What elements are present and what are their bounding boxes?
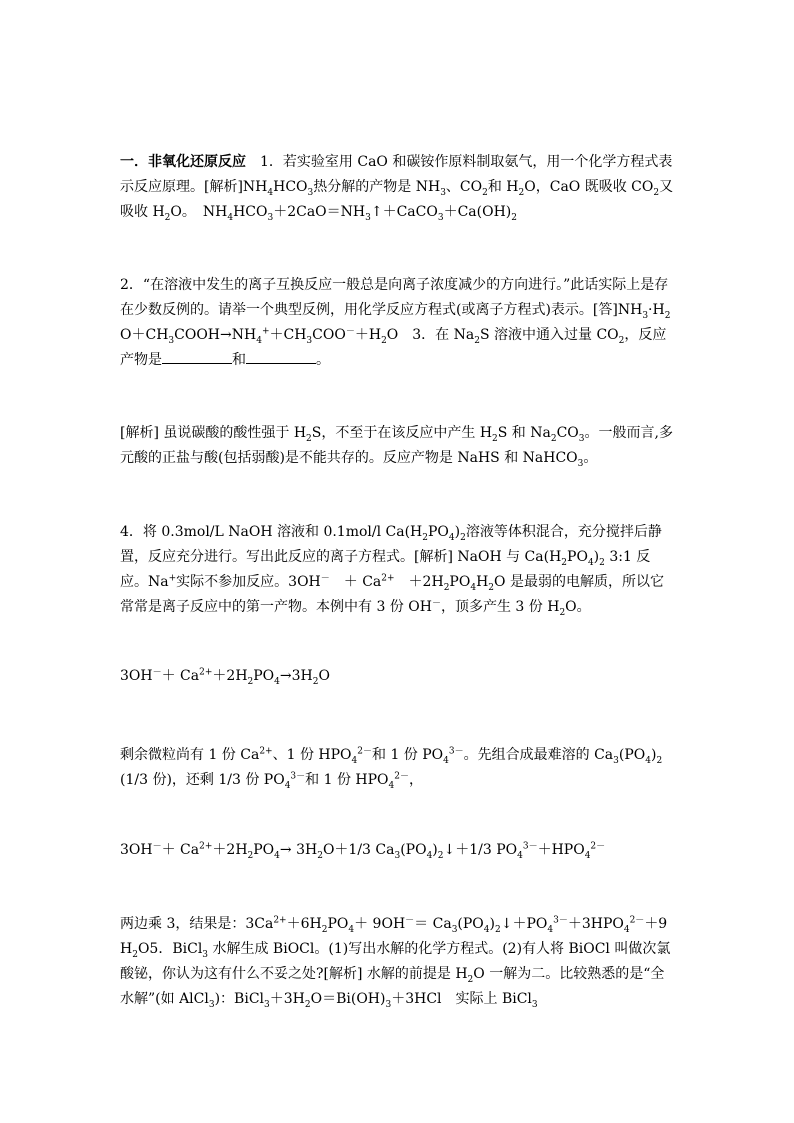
subscript: 3	[613, 755, 619, 766]
eq1-text: O	[318, 668, 330, 684]
eq2-text: ＋2H	[212, 842, 248, 858]
subscript: 2	[494, 924, 501, 935]
q4-text: O。	[565, 599, 591, 615]
q5-text: PO	[327, 916, 349, 932]
subscript: 3	[451, 924, 458, 935]
subscript: 2	[561, 557, 568, 568]
superscript: +	[168, 573, 177, 584]
subscript: 4	[587, 557, 594, 568]
superscript: －	[152, 841, 162, 852]
subscript: 4	[227, 212, 234, 223]
eq2-text: )	[432, 842, 438, 858]
superscript: －	[345, 326, 355, 337]
q4-text: 实际不参加反应。3OH	[176, 574, 321, 590]
q5-text: O5．BiCl	[137, 941, 203, 957]
subscript: 3	[307, 187, 314, 198]
subscript: 4	[256, 335, 262, 346]
q5-text: ↓＋PO	[500, 916, 548, 932]
subscript: 2	[492, 433, 498, 444]
subscript: 4	[517, 850, 523, 861]
subscript: 3	[642, 310, 649, 321]
q1-text: HCO	[273, 179, 308, 195]
q2-text: ＋CH	[269, 327, 307, 343]
subscript: 4	[483, 924, 490, 935]
q2-text: ＋H	[354, 327, 382, 343]
remaining-text: 和 1 份 HPO	[305, 772, 389, 788]
subscript: 4	[547, 924, 554, 935]
q1-text: O。 NH	[170, 204, 228, 220]
q3-text: 。一般而言,多元酸的正盐与酸(包括弱酸)是不能共存的。反应产物是 NaHS 和 NaHCO	[120, 425, 673, 466]
superscript: 3－	[448, 746, 464, 757]
eq2-text: → 3H	[279, 842, 318, 858]
paragraph-q4	[120, 520, 676, 620]
eq2-text: ↓＋1/3 PO	[443, 842, 518, 858]
q5-text: 水解生成 BiOCl。(1)写出水解的化学方程式。(2)有人将 BiOCl 叫做次氯酸铋，你认为这有什么不妥之处?[解析] 水解的前提是 H	[120, 941, 671, 982]
subscript: 2	[511, 212, 517, 223]
q5-text: ＋ 9OH	[354, 916, 406, 932]
subscript: 4	[274, 676, 280, 687]
q5-text: )：BiCl	[214, 991, 265, 1007]
q2-text: 和	[232, 352, 246, 368]
q5-text: ＋3H	[269, 991, 305, 1007]
q4-text: ＋2H	[394, 574, 444, 590]
eq2-text: O＋1/3 Ca	[322, 842, 395, 858]
subscript: 3	[202, 949, 209, 960]
q3-text: 。	[583, 450, 598, 466]
subscript: 2	[599, 557, 605, 568]
q2-text: 。	[316, 352, 330, 368]
q4-text: PO	[449, 574, 471, 590]
eq2-text: 3OH	[120, 842, 153, 858]
subscript: 3	[437, 212, 444, 223]
q1-text: 又吸收 H	[120, 179, 674, 220]
q1-text: 热分解的产物是 NH	[313, 179, 441, 195]
remaining-text: ，	[409, 772, 423, 788]
q4-text: 3:1 反应。Na	[120, 549, 651, 590]
q2-text: ，反应产物是	[120, 327, 667, 368]
superscript: －	[405, 915, 415, 926]
subscript: 2	[321, 924, 328, 935]
subscript: 2	[317, 850, 323, 861]
q4-text: 4．将 0.3mol/L NaOH 溶液和 0.1mol/l Ca(H	[120, 524, 423, 540]
subscript: 2	[482, 187, 488, 198]
superscript: 2+	[273, 915, 287, 926]
q4-text: PO	[567, 549, 588, 565]
answer-blank	[162, 349, 232, 364]
subscript: 2	[467, 974, 474, 985]
eq1-text: →3H	[279, 668, 313, 684]
eq2-text: (PO	[400, 842, 427, 858]
subscript: 4	[448, 532, 455, 543]
paragraph-remaining	[120, 743, 676, 793]
remaining-text: (PO	[618, 747, 646, 763]
superscript: －	[320, 573, 330, 584]
subscript: 4	[274, 850, 280, 861]
q4-text: PO	[428, 524, 449, 540]
eq2-text: PO	[253, 842, 275, 858]
superscript: －	[152, 667, 162, 678]
subscript: 3	[168, 335, 175, 346]
subscript: 4	[645, 755, 651, 766]
subscript: 2	[550, 433, 557, 444]
q4-text: )	[593, 549, 600, 565]
superscript: 2－	[590, 841, 606, 852]
paragraph-q1	[120, 150, 676, 225]
subscript: 4	[284, 780, 291, 791]
q4-text: O 是最弱的电解质，所以它常常是离子反应中的第一产物。本例中有 3 份 OH	[120, 574, 664, 615]
superscript: +	[261, 326, 270, 337]
q5-text: (PO	[457, 916, 484, 932]
subscript: 2	[656, 755, 663, 766]
superscript: 2+	[259, 746, 273, 757]
subscript: 3	[365, 212, 371, 223]
subscript: 4	[623, 924, 630, 935]
subscript: 2	[618, 335, 625, 346]
superscript: 2－	[394, 771, 409, 782]
superscript: 2－	[629, 915, 645, 926]
subscript: 3	[531, 999, 538, 1010]
q5-text: 两边乘 3，结果是：3Ca	[120, 916, 274, 932]
q1-text: 1．若实验室用 CaO 和碳铵作原料制取氨气，用一个化学方程式表示反应原理。[解析]NH	[120, 154, 673, 195]
section-heading: 一．非氧化还原反应	[120, 154, 246, 170]
subscript: 2	[488, 582, 495, 593]
superscript: 3－	[553, 915, 568, 926]
superscript: 2+	[199, 841, 213, 852]
superscript: 2+	[381, 573, 395, 584]
q3-text: S，不至于在该反应中产生 H	[311, 425, 493, 441]
subscript: 2	[664, 310, 671, 321]
paragraph-q5	[120, 912, 676, 1012]
q3-text: S 和 Na	[497, 425, 551, 441]
superscript: 2－	[357, 746, 372, 757]
superscript: 3－	[522, 841, 538, 852]
paragraph-q2	[120, 273, 676, 373]
subscript: 2	[306, 433, 312, 444]
subscript: 2	[312, 676, 319, 687]
q5-text: ＋6H	[286, 916, 322, 932]
q2-text: COOH→NH	[174, 327, 257, 343]
subscript: 4	[388, 780, 395, 791]
remaining-text: 、1 份 HPO	[272, 747, 352, 763]
subscript: 2	[559, 607, 566, 618]
q4-text: ，顶多产生 3 份 H	[440, 599, 560, 615]
subscript: 4	[348, 924, 355, 935]
q1-text: O，CaO 既吸收 CO	[524, 179, 654, 195]
q3-text: CO	[556, 425, 579, 441]
q1-text: 和 H	[487, 179, 519, 195]
q4-text: 溶液等体积混合，充分搅拌后静置，反应充分进行。写出此反应的离子方程式。[解析] NaOH 与 Ca(H	[120, 524, 662, 565]
subscript: 2	[460, 532, 466, 543]
subscript: 3	[306, 335, 313, 346]
subscript: 4	[584, 850, 591, 861]
subscript: 2	[422, 532, 429, 543]
answer-blank	[246, 349, 316, 364]
q2-text: 2．“在溶液中发生的离子互换反应一般总是向离子浓度减少的方向进行。”此话实际上是存在少数反例的。请举一个典型反例，用化学反应方程式(或离子方程式)表示。[答]NH	[120, 277, 669, 318]
subscript: 3	[267, 212, 274, 223]
superscript: －	[431, 598, 441, 609]
superscript: 2+	[199, 667, 213, 678]
q2-text: S 溶液中通入过量 CO	[479, 327, 619, 343]
subscript: 2	[437, 850, 444, 861]
eq1-text: PO	[253, 668, 275, 684]
q5-text: ＋3HCl 实际上 BiCl	[391, 991, 532, 1007]
q5-text: ＋9H	[120, 916, 668, 957]
subscript: 4	[443, 755, 449, 766]
subscript: 3	[208, 999, 215, 1010]
q4-text: ＋ Ca	[329, 574, 382, 590]
subscript: 3	[440, 187, 446, 198]
subscript: 3	[577, 458, 584, 469]
q2-text: ·H	[648, 302, 665, 318]
q5-text: )	[489, 916, 495, 932]
eq1-text: ＋ Ca	[161, 668, 200, 684]
subscript: 2	[304, 999, 311, 1010]
q2-text: O 3．在 Na	[386, 327, 475, 343]
equation-2	[120, 838, 676, 863]
subscript: 4	[351, 755, 358, 766]
eq2-text: ＋HPO	[537, 842, 585, 858]
subscript: 3	[578, 433, 585, 444]
subscript: 2	[247, 676, 254, 687]
remaining-text: 和 1 份 PO	[372, 747, 444, 763]
eq1-text: ＋2H	[212, 668, 248, 684]
eq2-text: ＋ Ca	[161, 842, 200, 858]
q1-text: ＋Ca(OH)	[443, 204, 512, 220]
q5-text: ＝ Ca	[414, 916, 452, 932]
q5-text: O＝Bi(OH)	[310, 991, 386, 1007]
q1-text: ↑＋CaCO	[370, 204, 438, 220]
q1-text: ＋2CaO＝NH	[273, 204, 366, 220]
paragraph-q3-analysis	[120, 421, 676, 471]
remaining-text: )	[650, 747, 657, 763]
subscript: 2	[474, 335, 480, 346]
subscript: 4	[470, 582, 477, 593]
subscript: 3	[394, 850, 401, 861]
q1-text: HCO	[233, 204, 268, 220]
eq1-text: 3OH	[120, 668, 153, 684]
subscript: 2	[132, 949, 138, 960]
q5-text: O 一解为二。比较熟悉的是“全水解”(如 AlCl	[120, 966, 665, 1007]
remaining-text: 剩余微粒尚有 1 份 Ca	[120, 747, 260, 763]
q2-text: O＋CH	[120, 327, 169, 343]
q4-text: )	[454, 524, 461, 540]
remaining-text: 。先组合成最难溶的 Ca	[463, 747, 614, 763]
q2-text: COO	[312, 327, 346, 343]
q5-text: ＋3HPO	[567, 916, 624, 932]
subscript: 2	[381, 335, 387, 346]
subscript: 2	[518, 187, 525, 198]
subscript: 2	[653, 187, 660, 198]
subscript: 3	[385, 999, 392, 1010]
subscript: 4	[267, 187, 274, 198]
subscript: 2	[164, 212, 171, 223]
q4-text: H	[476, 574, 489, 590]
subscript: 2	[443, 582, 450, 593]
superscript: 3－	[290, 771, 306, 782]
subscript: 3	[264, 999, 270, 1010]
subscript: 2	[247, 850, 254, 861]
remaining-text: (1/3 份)，还剩 1/3 份 PO	[120, 772, 285, 788]
q1-text: 、CO	[445, 179, 483, 195]
equation-1	[120, 664, 676, 689]
subscript: 4	[426, 850, 433, 861]
q3-text: [解析] 虽说碳酸的酸性强于 H	[120, 425, 307, 441]
